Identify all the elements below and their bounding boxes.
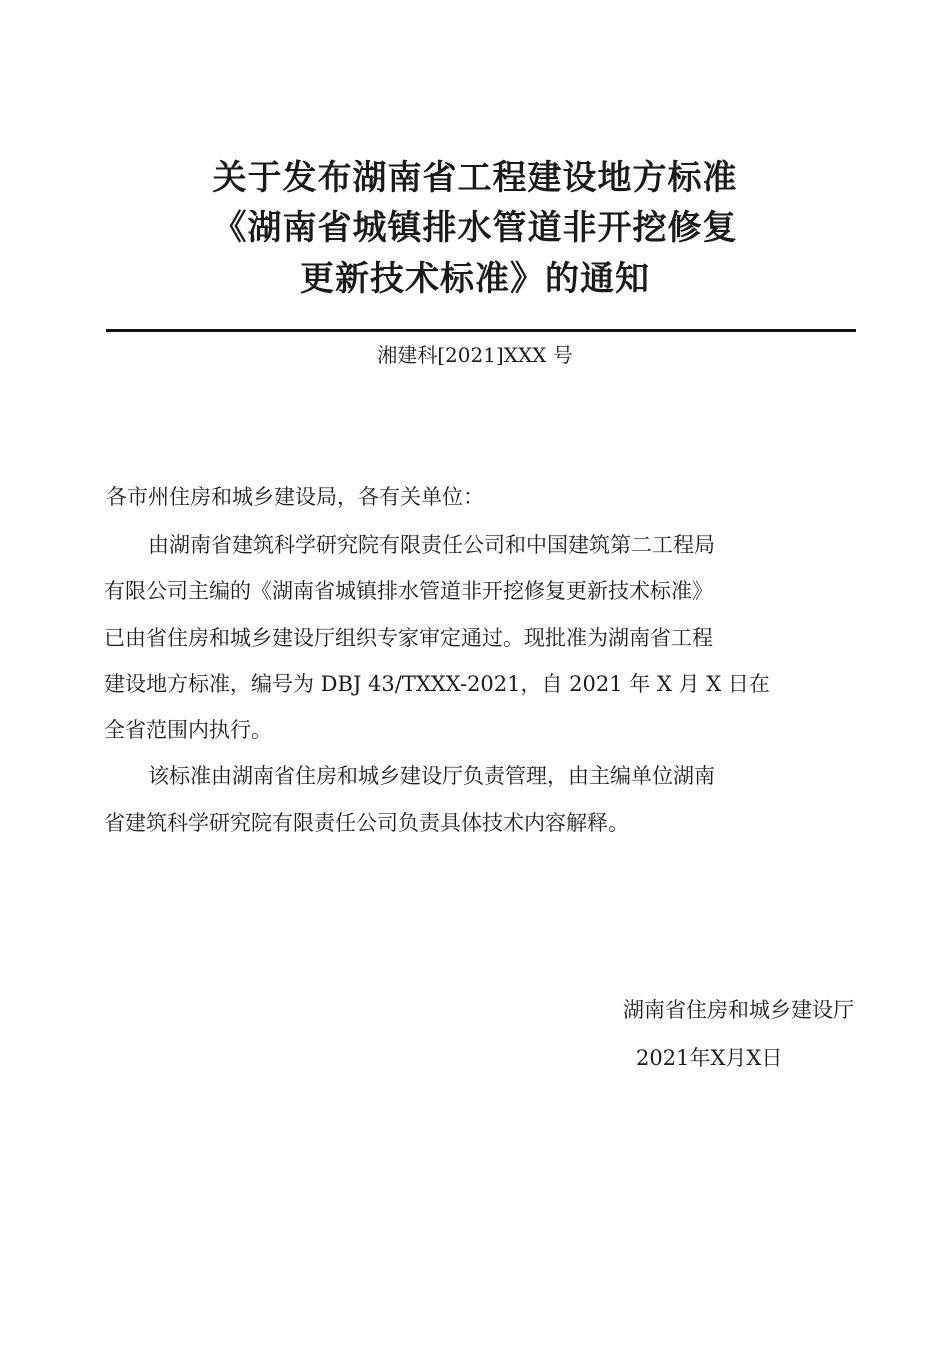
signature-date: 2021年X月X日	[636, 1046, 783, 1070]
title-line-3: 更新技术标准》的通知	[300, 259, 650, 299]
title-line-2: 《湖南省城镇排水管道非开挖修复	[212, 208, 738, 248]
salutation: 各市州住房和城乡建设局，各有关单位：	[106, 485, 484, 509]
paragraph-1-line: 已由省住房和城乡建设厅组织专家审定通过。现批准为湖南省工程	[104, 626, 713, 650]
signature-organization: 湖南省住房和城乡建设厅	[623, 998, 854, 1022]
paragraph-1-line: 有限公司主编的《湖南省城镇排水管道非开挖修复更新技术标准》	[104, 579, 713, 603]
paragraph-1-line: 建设地方标准，编号为 DBJ 43/TXXX-2021，自 2021 年 X 月 X 日在	[104, 672, 770, 696]
paragraph-2-line: 省建筑科学研究院有限责任公司负责具体技术内容解释。	[104, 811, 629, 835]
paragraph-1-line: 由湖南省建筑科学研究院有限责任公司和中国建筑第二工程局	[148, 533, 715, 557]
document-number: 湘建科[2021]XXX 号	[377, 343, 573, 367]
paragraph-1-line: 全省范围内执行。	[104, 718, 272, 742]
title-line-1: 关于发布湖南省工程建设地方标准	[212, 158, 738, 198]
header-divider	[106, 329, 856, 332]
paragraph-2-line: 该标准由湖南省住房和城乡建设厅负责管理，由主编单位湖南	[148, 764, 715, 788]
